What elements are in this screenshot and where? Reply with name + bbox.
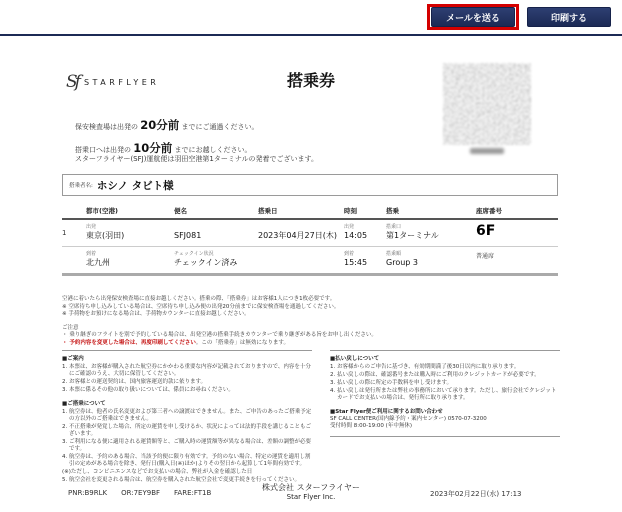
caution-red-text: ・ 予約内容を変更した場合は、再度印刷してください — [62, 339, 196, 346]
dep-time-label: 出発 — [344, 224, 355, 230]
notes-section — [62, 296, 562, 347]
arr-time: 15:45 — [344, 258, 368, 267]
footer-codes — [68, 489, 211, 497]
passenger-bar — [62, 174, 558, 196]
notice-10min: 10分前 — [133, 141, 173, 155]
boarding-info-item: 5. 航空会社を変更される場合は、航空券を購入された航空会社で変更手続きを行ってください。 — [62, 477, 300, 483]
checkin-status: チェックイン済み — [174, 258, 238, 267]
contact-title: ■Star Flyer便ご利用に関するお問い合わせ — [330, 409, 443, 415]
qr-caption-blurred — [470, 148, 504, 154]
or-code: OR:7EY9BF — [121, 489, 161, 497]
note-line-1: 空港に着いたら出発保安検査場に直接お越しください。搭乗の際、「搭乗券」はお客様1人につき1枚必要です。 — [62, 296, 336, 302]
info-column-right — [330, 350, 560, 437]
refund-item: 2. 払い戻しの際は、確認番号または購入時にご利用のクレジットカードが必要です。 — [330, 372, 540, 378]
dep-time: 14:05 — [344, 231, 368, 240]
arr-city: 北九州 — [86, 258, 110, 267]
starflyer-logo-text: STARFLYER — [83, 77, 160, 87]
boarding-info-item: 3. ご利用になる便に適用される運賃額等と、ご購入時の運賃額等が異なる場合は、差額の調整が必要です。 — [62, 439, 311, 452]
col-boarding: 搭乗 — [386, 207, 399, 215]
boarding-info-item: 1. 航空券は、他者の氏名変更および第三者への譲渡はできません。また、ご申告のあったご搭乗予定の方以外のご搭乗はできません。 — [62, 409, 312, 422]
col-date: 搭乗日 — [258, 207, 278, 215]
footer-datetime: 2023年02月22日(水) 17:13 — [430, 490, 522, 498]
table-row-departure — [62, 220, 558, 247]
col-time: 時刻 — [344, 207, 357, 215]
send-mail-button[interactable]: メールを送る — [431, 7, 515, 27]
col-city: 都市(空港) — [86, 207, 118, 215]
boarding-date: 2023年04月27日(木) — [258, 231, 337, 240]
boarding-info-item: 2. 不正搭乗が発覚した場合、所定の運賃を申し受けるか、状況によっては法的手段を講じることもございます。 — [62, 424, 311, 437]
guide-title: ■ご案内 — [62, 356, 84, 362]
right-column-rule — [330, 436, 560, 437]
flight-table — [62, 206, 558, 276]
boarding-info-item: 4. 航空券は、予約のある場合、当該予約便に限り有効です。予約のない場合、特定の運賃を適用し割引の定めがある場合を除き、発行日(購入日(※)ほか)よりその翌日から起算して1年間有効です。 — [62, 454, 311, 467]
col-flight: 便名 — [174, 207, 187, 215]
toolbar-divider — [0, 34, 622, 36]
passenger-label: 搭乗者名: — [69, 183, 93, 189]
seat-class: 普通席 — [476, 253, 495, 260]
company-name-en: Star Flyer Inc. — [286, 493, 336, 501]
flight-table-header — [62, 206, 558, 220]
refund-item: 3. 払い戻しの際に所定の手数料を申し受けます。 — [330, 380, 453, 386]
note-line-2: ※ 空席待ち申し込みしている場合は、空席待ち申し込み便の出発20分前までに保安検査場を通過してください。 — [62, 303, 340, 310]
dep-label: 出発 — [86, 224, 97, 230]
checkin-label: チェックイン状況 — [174, 251, 214, 257]
caution-item-1: ・ 乗り継ぎのフライトを別で予約している場合は、出発空港の搭乗手続きカウンターで乗り継ぎがある旨をお申し出ください。 — [62, 332, 377, 338]
table-row-arrival — [62, 247, 558, 276]
refund-item: 4. 払い戻しは発行所または弊社の事務所において承ります。ただし、旅行会社でクレジットカードでお支払いの場合は、発行所に取り承ります。 — [330, 388, 557, 401]
guide-item: 2. お客様との運送契約は、国内旅客運送約款に依ります。 — [62, 379, 207, 385]
col-seat: 座席番号 — [476, 207, 502, 215]
seat-number: 6F — [476, 223, 496, 239]
contact-phone: SF CALL CENTER(国内線予約・案内センター) 0570-07-3200 — [330, 416, 487, 422]
boarding-group: Group 3 — [386, 258, 418, 267]
refund-item: 1. お客様からのご申告に基づき、有効期間満了後30日以内に取り承ります。 — [330, 364, 520, 370]
starflyer-logo-icon: Sf — [66, 72, 78, 92]
arr-time-label: 到着 — [344, 251, 355, 257]
group-label: 搭乗順 — [386, 251, 402, 257]
page-title: 搭乗券 — [286, 71, 335, 90]
note-line-3: ※ 手荷物をお預けになる場合は、手荷物カウンターに直接お越しください。 — [62, 311, 250, 317]
notice-terminal: スターフライヤー(SFJ)運航便は羽田空港第1ターミナルの発着でございます。 — [75, 155, 318, 163]
caution-title: ご注意 — [62, 324, 79, 331]
guide-item: 1. 本票は、お客様が購入された航空券にかかわる重要な内容が記載されておりますので、内容を十分にご確認のうえ、大切に保管してください。 — [62, 364, 311, 377]
boarding-info-item: (※)ただし、コンビニエンスなどでお支払いの場合、弊社が入金を確認した日 — [62, 469, 253, 475]
boarding-info-title: ■ご搭乗について — [62, 401, 106, 407]
notice-20min: 20分前 — [140, 118, 180, 132]
notice-security-check: 保安検査場は出発の 20分前 までにご通過ください。 — [75, 118, 259, 132]
gate-label: 搭乗口 — [386, 224, 402, 230]
company-name-jp: 株式会社 スターフライヤー — [262, 483, 360, 492]
print-button[interactable]: 印刷する — [527, 7, 611, 27]
guide-item: 3. 本票に係るその他の取り扱いについては、係員にお尋ねください。 — [62, 387, 234, 393]
notice-gate: 搭乗口へは出発の 10分前 までにお越しください。 — [75, 141, 252, 155]
gate-value: 第1ターミナル — [386, 231, 439, 240]
pnr-code: PNR:B9RLK — [68, 489, 108, 497]
fare-code: FARE:FT1B — [174, 489, 212, 497]
qr-code — [443, 63, 531, 145]
row-number: 1 — [62, 228, 67, 237]
info-column-left — [62, 350, 312, 484]
refund-title: ■払い戻しについて — [330, 356, 380, 362]
contact-hours: 受付時間 8:00-19:00 (年中無休) — [330, 423, 412, 429]
flight-number: SFJ081 — [174, 231, 202, 240]
arr-label: 到着 — [86, 251, 97, 257]
dep-city: 東京(羽田) — [86, 231, 125, 240]
passenger-name: ホシノ タビト様 — [96, 179, 174, 192]
toolbar — [0, 0, 622, 34]
caution-item-2: ・ 予約内容を変更した場合は、再度印刷してください。この「搭乗券」は無効になります。 — [62, 339, 289, 346]
